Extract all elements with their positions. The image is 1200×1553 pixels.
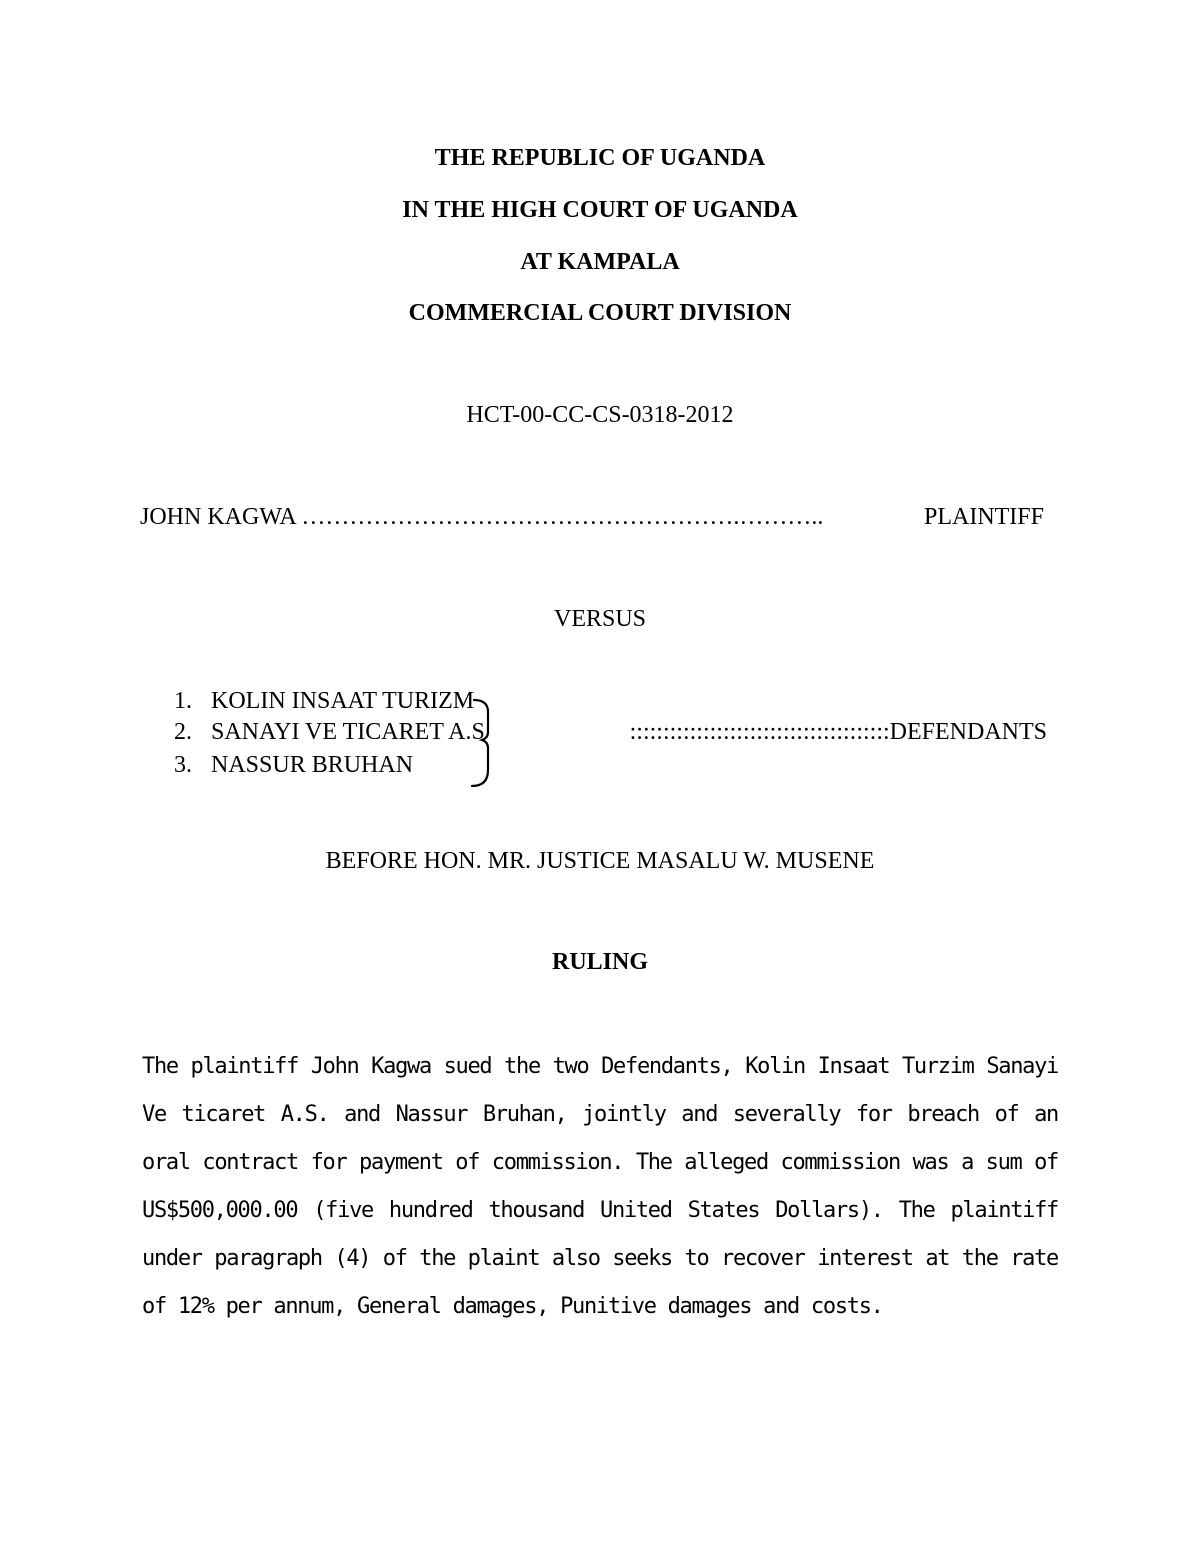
plaintiff-row <box>140 505 1044 529</box>
plaintiff-leader: ……………………………………………….……….. <box>301 504 824 530</box>
header-location: AT KAMPALA <box>520 249 680 275</box>
list-item-name: NASSUR BRUHAN <box>211 752 414 778</box>
list-item-number: 2. <box>174 719 192 745</box>
ruling-paragraph: The plaintiff John Kagwa sued the two Defendants, Kolin Insaat Turzim Sanayi Ve ticaret A.S. and Nassur Bruhan, jointly and severally for breach of an oral contract for payment of commission. The alleged commission was a sum of US$500,000.00 (five hundred thousand United States Dollars). The plaintiff under paragraph (4) of the plaint also seeks to recover interest at the rate of 12% per annum, General damages, Punitive damages and costs. <box>142 1054 1058 1319</box>
list-item <box>174 689 474 713</box>
judge-line: BEFORE HON. MR. JUSTICE MASALU W. MUSENE <box>325 848 875 874</box>
list-item-name: SANAYI VE TICARET A.S <box>211 719 485 745</box>
list-item-name: KOLIN INSAAT TURIZM <box>211 688 475 714</box>
header-high-court: IN THE HIGH COURT OF UGANDA <box>402 197 798 223</box>
header-republic: THE REPUBLIC OF UGANDA <box>434 145 766 171</box>
case-number: HCT-00-CC-CS-0318-2012 <box>466 402 734 428</box>
defendants-role: :::::::::::::::::::::::::::::::::::::::DEFENDANTS <box>629 719 1047 745</box>
list-item-number: 1. <box>174 688 192 714</box>
versus-label: VERSUS <box>553 606 647 632</box>
document-title: RULING <box>551 949 648 975</box>
list-item-number: 3. <box>174 752 192 778</box>
plaintiff-name: JOHN KAGWA <box>140 504 296 530</box>
defendants-brace <box>460 696 510 791</box>
plaintiff-role: PLAINTIFF <box>923 504 1044 530</box>
header-division: COMMERCIAL COURT DIVISION <box>408 300 792 326</box>
list-item <box>174 720 485 744</box>
list-item <box>174 753 413 777</box>
